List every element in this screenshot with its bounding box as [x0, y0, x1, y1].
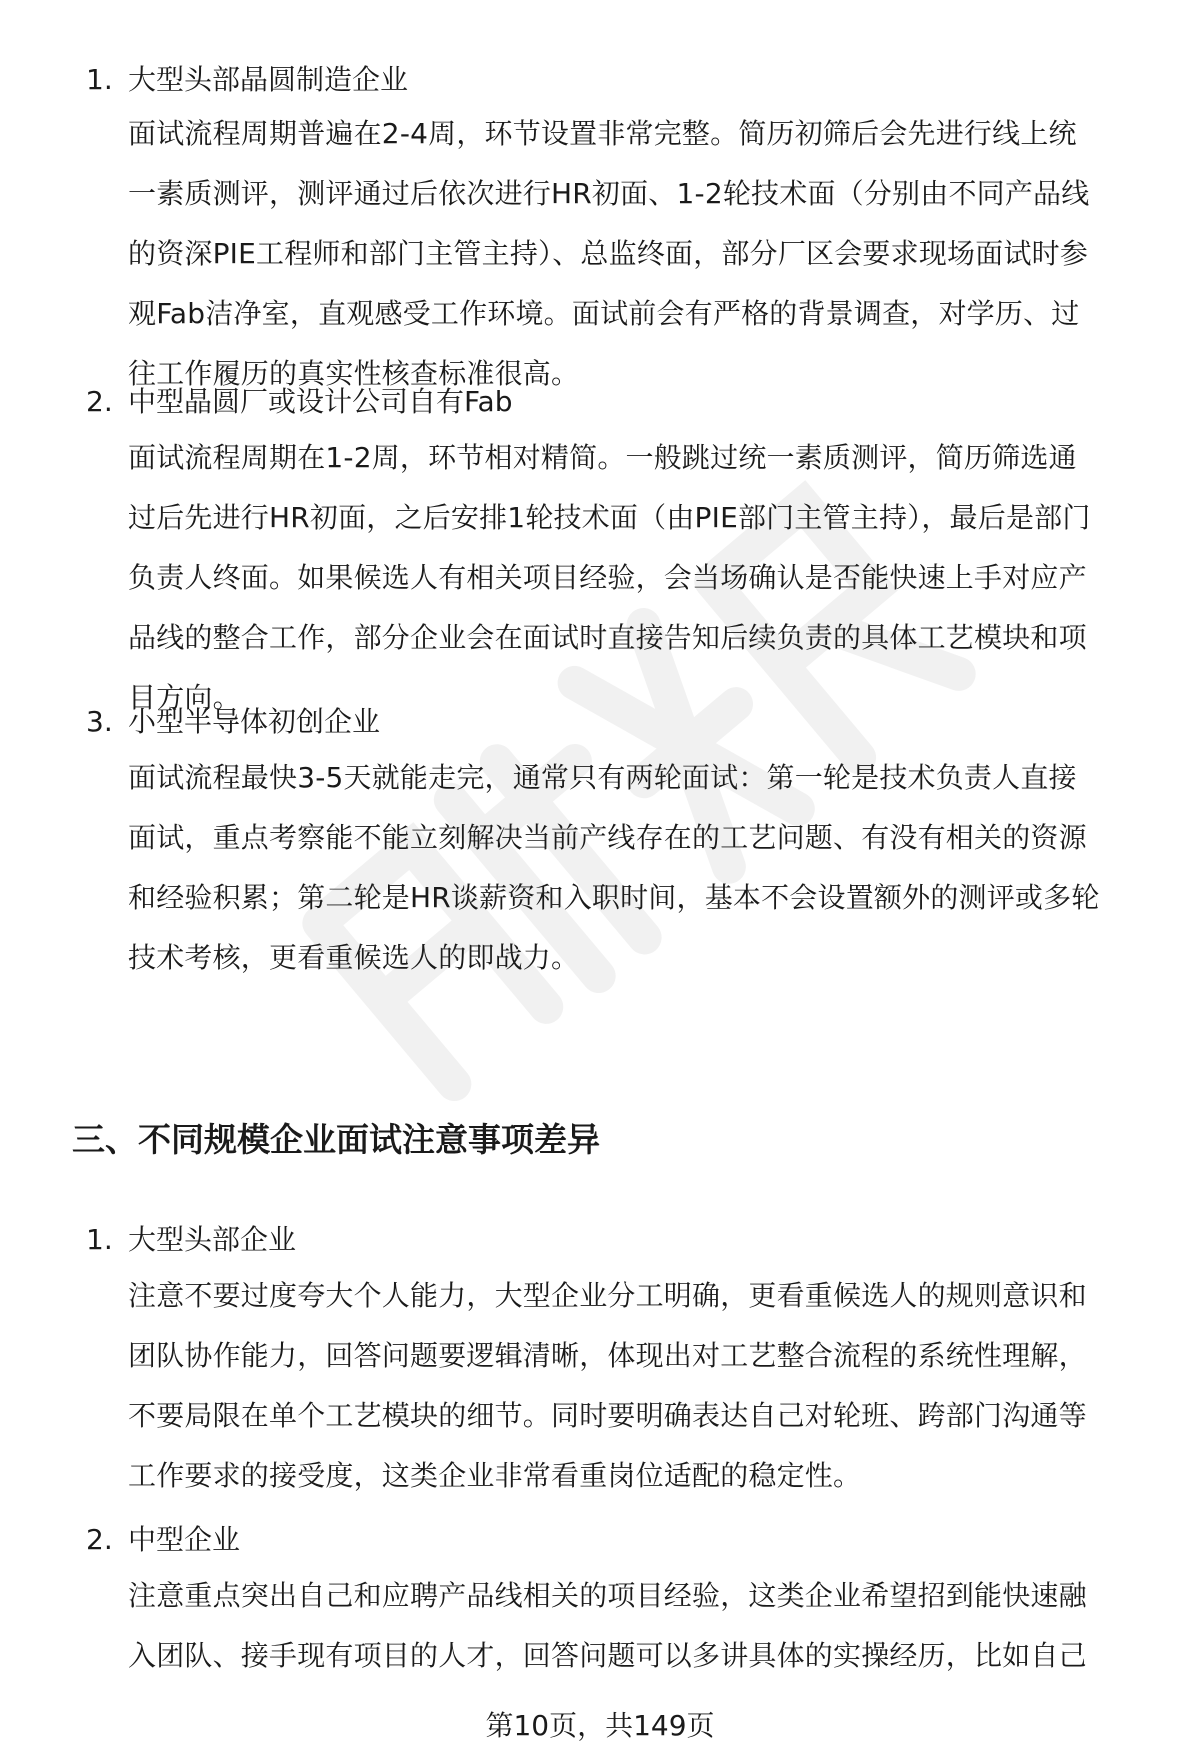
paragraph-line: 入团队、接手现有项目的人才，回答问题可以多讲具体的实操经历，比如自己 [128, 1639, 1087, 1672]
paragraph-line: 面试流程周期在1-2周，环节相对精简。一般跳过统一素质测评，简历筛选通 [128, 441, 1077, 474]
page-number-footer: 第10页，共149页 [485, 1709, 715, 1742]
paragraph-line: 品线的整合工作，部分企业会在面试时直接告知后续负责的具体工艺模块和项 [128, 621, 1087, 654]
paragraph-line: 目方向。 [128, 681, 241, 714]
paragraph [128, 1566, 1158, 1686]
paragraph-line: 过后先进行HR初面，之后安排1轮技术面（由PIE部门主管主持），最后是部门 [128, 501, 1091, 534]
list-title-text: 中型晶圆厂或设计公司自有Fab [128, 385, 513, 418]
paragraph-line: 面试流程最快3-5天就能走完，通常只有两轮面试：第一轮是技术负责人直接 [128, 761, 1077, 794]
list-item-title [86, 1520, 240, 1560]
list-item-title [86, 60, 408, 100]
list-number: 1. [86, 63, 113, 96]
list-number: 2. [86, 1523, 113, 1556]
paragraph-line: 负责人终面。如果候选人有相关项目经验，会当场确认是否能快速上手对应产 [128, 561, 1087, 594]
paragraph [128, 1266, 1158, 1506]
paragraph-line: 注意重点突出自己和应聘产品线相关的项目经验，这类企业希望招到能快速融 [128, 1579, 1087, 1612]
paragraph-line: 往工作履历的真实性核查标准很高。 [128, 357, 580, 390]
list-item-title [86, 702, 380, 742]
paragraph-line: 不要局限在单个工艺模块的细节。同时要明确表达自己对轮班、跨部门沟通等 [128, 1399, 1087, 1432]
paragraph-line: 和经验积累；第二轮是HR谈薪资和入职时间，基本不会设置额外的测评或多轮 [128, 881, 1100, 914]
paragraph-line: 一素质测评，测评通过后依次进行HR初面、1-2轮技术面（分别由不同产品线 [128, 177, 1090, 210]
paragraph-line: 团队协作能力，回答问题要逻辑清晰，体现出对工艺整合流程的系统性理解， [128, 1339, 1087, 1372]
list-number: 3. [86, 705, 113, 738]
list-number: 2. [86, 385, 113, 418]
list-title-text: 大型头部企业 [128, 1223, 297, 1256]
paragraph-line: 的资深PIE工程师和部门主管主持）、总监终面，部分厂区会要求现场面试时参 [128, 237, 1089, 270]
paragraph-line: 观Fab洁净室，直观感受工作环境。面试前会有严格的背景调查，对学历、过 [128, 297, 1080, 330]
list-title-text: 中型企业 [128, 1523, 241, 1556]
list-item-title [86, 1220, 296, 1260]
list-title-text: 大型头部晶圆制造企业 [128, 63, 409, 96]
paragraph-line: 技术考核，更看重候选人的即战力。 [128, 941, 580, 974]
paragraph-line: 工作要求的接受度，这类企业非常看重岗位适配的稳定性。 [128, 1459, 862, 1492]
paragraph [128, 428, 1158, 728]
paragraph-line: 注意不要过度夸大个人能力，大型企业分工明确，更看重候选人的规则意识和 [128, 1279, 1087, 1312]
list-item-title [86, 382, 512, 422]
paragraph [128, 748, 1158, 988]
paragraph [128, 104, 1158, 404]
paragraph-line: 面试流程周期普遍在2-4周，环节设置非常完整。简历初筛后会先进行线上统 [128, 117, 1077, 150]
paragraph-line: 面试，重点考察能不能立刻解决当前产线存在的工艺问题、有没有相关的资源 [128, 821, 1087, 854]
list-number: 1. [86, 1223, 113, 1256]
list-title-text: 小型半导体初创企业 [128, 705, 381, 738]
section-heading: 三、不同规模企业面试注意事项差异 [72, 1120, 600, 1159]
